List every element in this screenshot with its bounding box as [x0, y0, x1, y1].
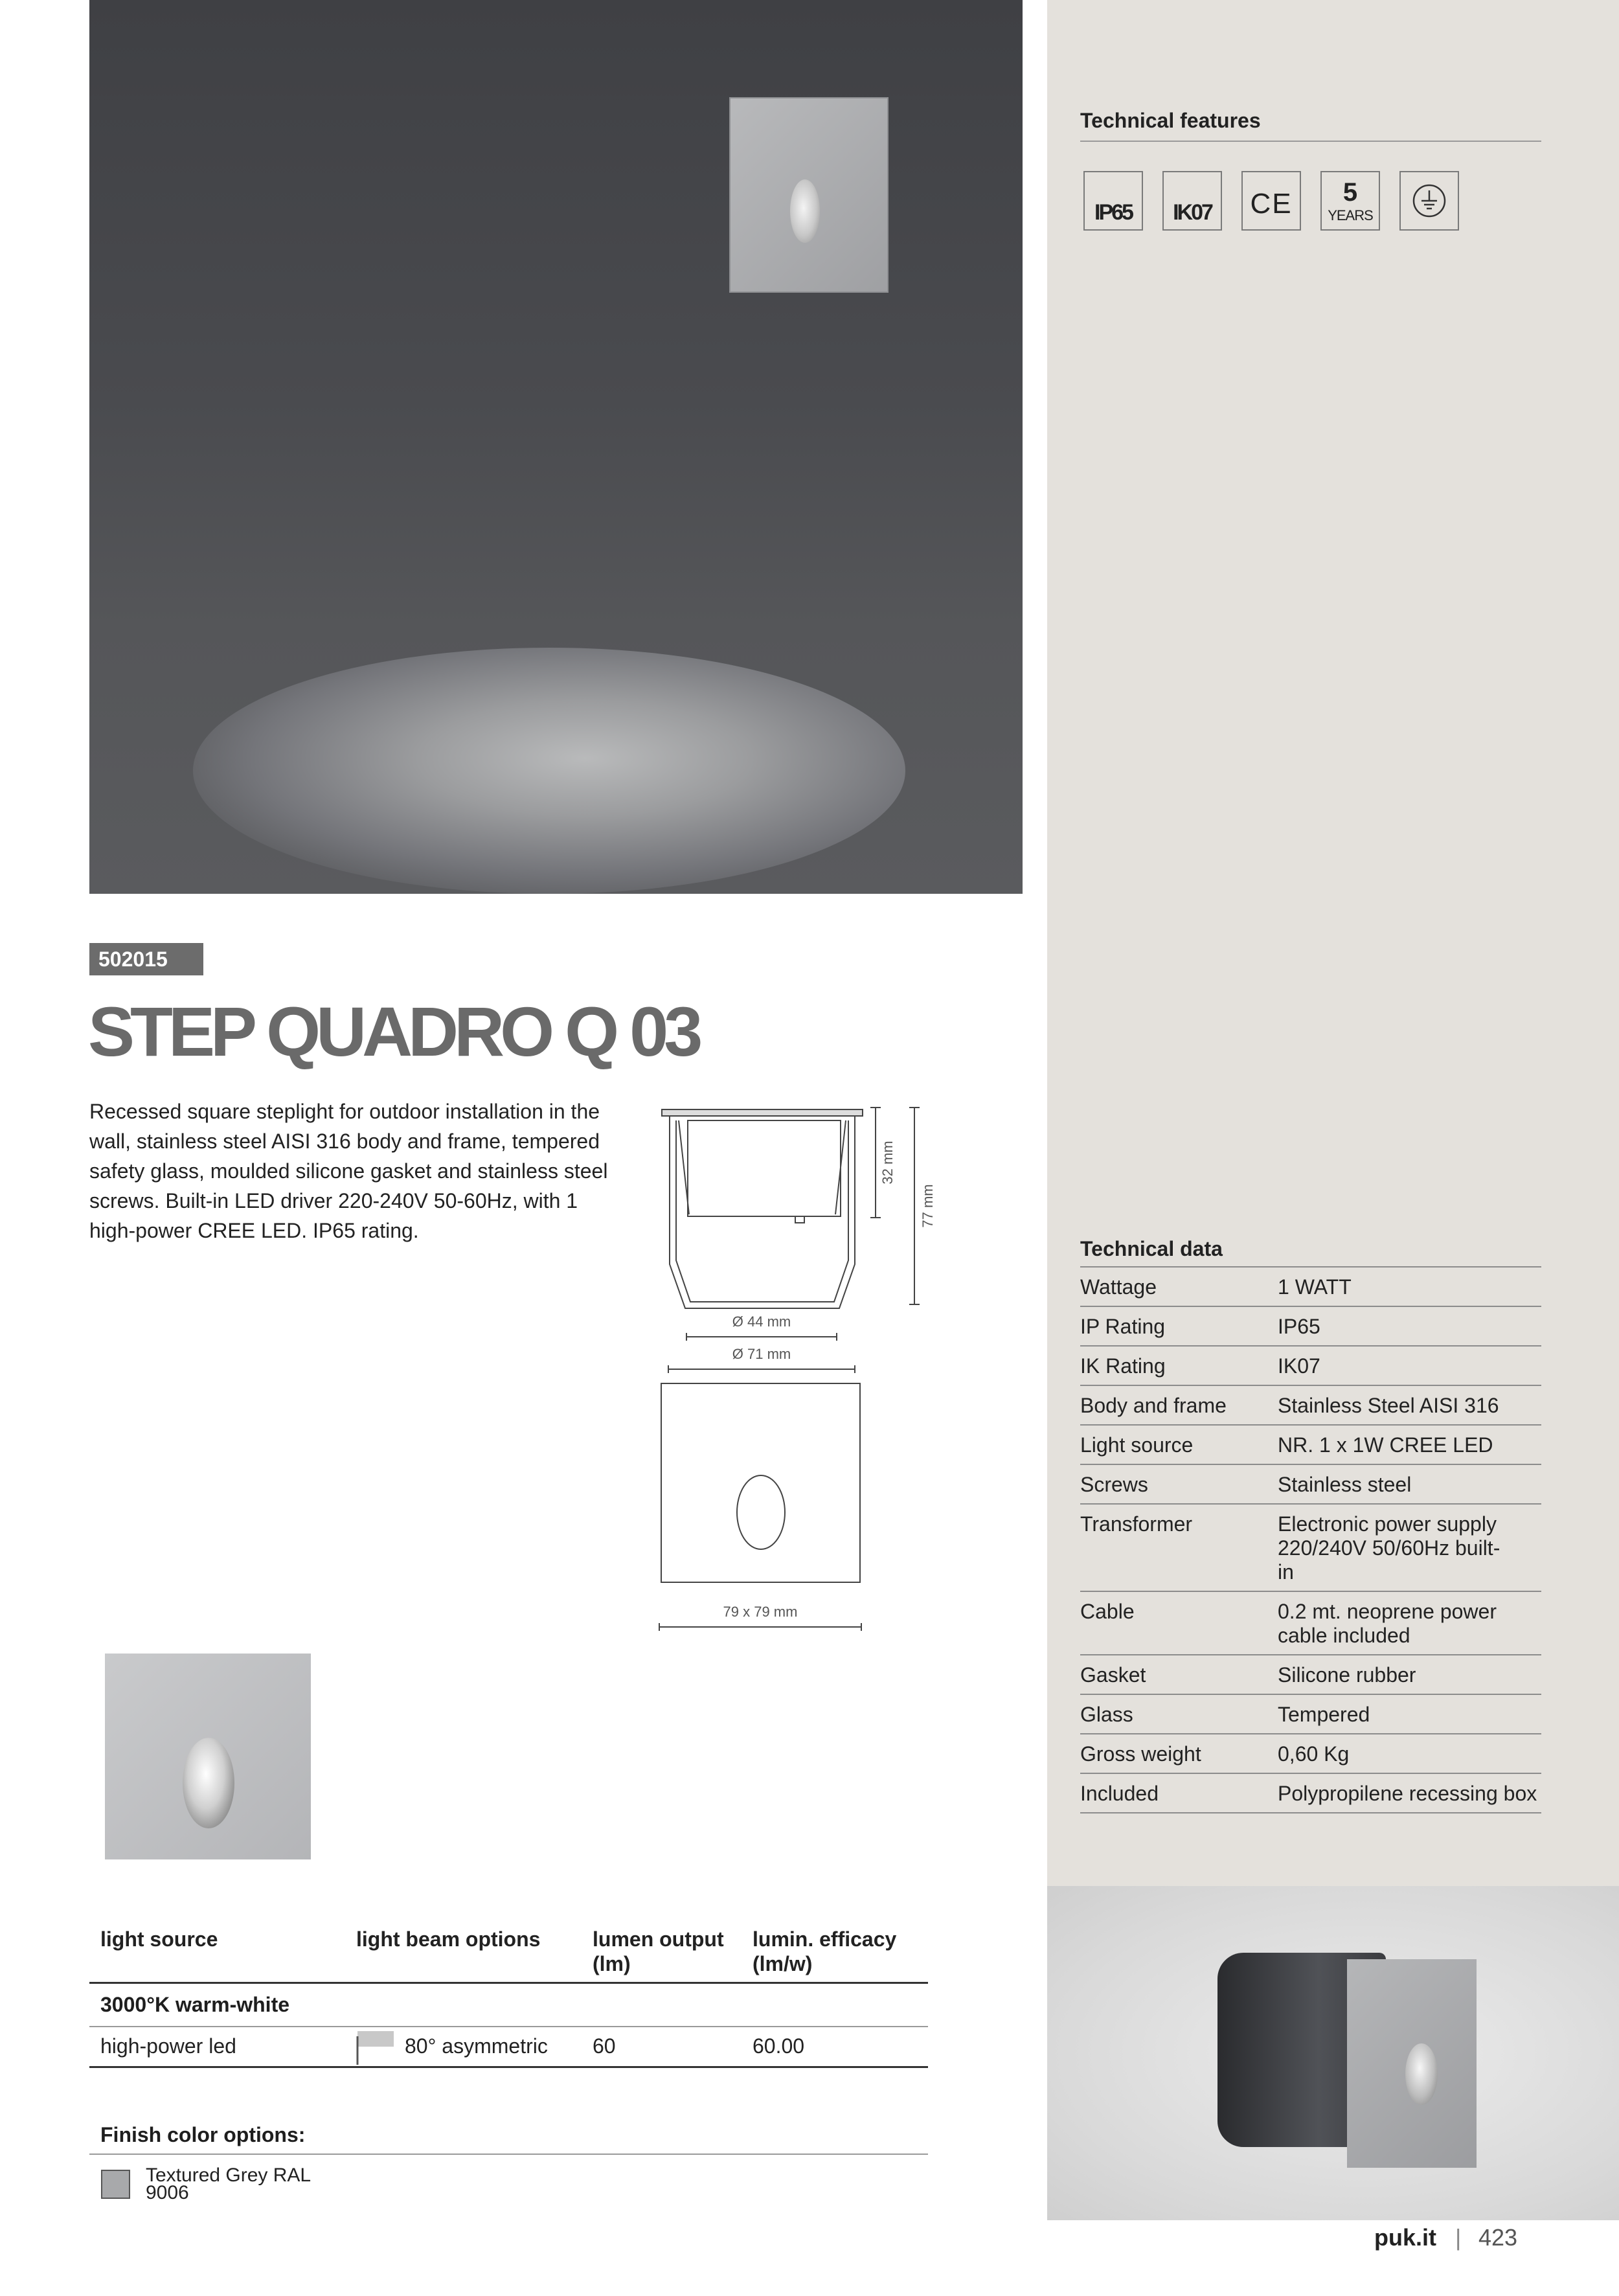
- divider: [89, 2026, 928, 2027]
- row-value: Polypropilene recessing box: [1278, 1773, 1541, 1813]
- product-front-photo: [105, 1654, 311, 1859]
- row-value: Electronic power supply 220/240V 50/60Hz built-in: [1278, 1504, 1541, 1591]
- beam-icon: [356, 2027, 396, 2066]
- hero-photo: [89, 0, 1023, 894]
- divider: [1080, 141, 1541, 142]
- header-efficacy: lumin. efficacy (lm/w): [753, 1927, 897, 1975]
- warranty-years: YEARS: [1328, 207, 1373, 223]
- warranty-number: 5: [1342, 178, 1358, 207]
- row-value: 0,60 Kg: [1278, 1734, 1541, 1773]
- product-title: STEP QUADRO Q 03: [88, 992, 699, 1071]
- row-lumen: 60: [593, 2034, 616, 2058]
- technical-data-table: [1080, 1266, 1541, 1813]
- technical-drawing: [648, 1095, 958, 1632]
- row-key: Light source: [1080, 1425, 1278, 1464]
- table-row: [1080, 1773, 1541, 1813]
- divider: [89, 1982, 928, 1984]
- table-row: [1080, 1306, 1541, 1346]
- dim-77mm: 77 mm: [920, 1184, 936, 1228]
- header-lumen: lumen output (lm): [593, 1927, 724, 1975]
- table-row: [1080, 1346, 1541, 1385]
- technical-data-heading: Technical data: [1080, 1237, 1223, 1260]
- row-value: IK07: [1278, 1346, 1541, 1385]
- ip65-label: IP65: [1094, 200, 1132, 225]
- finish-label: Textured Grey RAL 9006: [146, 2165, 310, 2203]
- divider: [89, 2066, 928, 2068]
- header-light-source: light source: [100, 1927, 218, 1951]
- row-value: 1 WATT: [1278, 1267, 1541, 1306]
- header-beam: light beam options: [356, 1927, 541, 1951]
- ce-label: CE: [1250, 188, 1293, 220]
- row-key: Wattage: [1080, 1267, 1278, 1306]
- row-key: Body and frame: [1080, 1385, 1278, 1425]
- row-key: Cable: [1080, 1591, 1278, 1655]
- row-beam: 80° asymmetric: [405, 2034, 548, 2058]
- row-value: IP65: [1278, 1306, 1541, 1346]
- dim-79x79mm: 79 x 79 mm: [723, 1604, 798, 1620]
- ik07-label: IK07: [1173, 200, 1212, 225]
- row-value: Stainless Steel AISI 316: [1278, 1385, 1541, 1425]
- color-temp-group: 3000°K warm-white: [100, 1993, 290, 2016]
- row-value: Silicone rubber: [1278, 1655, 1541, 1694]
- page-number: 423: [1478, 2224, 1518, 2251]
- ce-mark-icon: [1241, 171, 1301, 231]
- row-key: Gross weight: [1080, 1734, 1278, 1773]
- row-key: Gasket: [1080, 1655, 1278, 1694]
- finish-swatch: [101, 2170, 130, 2199]
- row-value: NR. 1 x 1W CREE LED: [1278, 1425, 1541, 1464]
- row-key: Transformer: [1080, 1504, 1278, 1591]
- product-plate-image: [1347, 1959, 1477, 2168]
- row-value: 0.2 mt. neoprene power cable included: [1278, 1591, 1541, 1655]
- fixture-image: [730, 98, 887, 291]
- row-light-source: high-power led: [100, 2034, 236, 2058]
- finish-heading: Finish color options:: [100, 2123, 306, 2146]
- table-row: [1080, 1655, 1541, 1694]
- dim-32mm: 32 mm: [879, 1141, 896, 1185]
- footer-site[interactable]: puk.it: [1374, 2224, 1436, 2251]
- row-value: Stainless steel: [1278, 1464, 1541, 1504]
- table-row: [1080, 1464, 1541, 1504]
- table-row: [1080, 1694, 1541, 1734]
- divider: [89, 2154, 928, 2155]
- table-row: [1080, 1267, 1541, 1306]
- row-key: IP Rating: [1080, 1306, 1278, 1346]
- ground-icon: [1399, 171, 1459, 231]
- row-key: IK Rating: [1080, 1346, 1278, 1385]
- ik07-icon: [1162, 171, 1222, 231]
- table-row: [1080, 1504, 1541, 1591]
- row-key: Glass: [1080, 1694, 1278, 1734]
- technical-features-heading: Technical features: [1080, 109, 1261, 132]
- row-key: Screws: [1080, 1464, 1278, 1504]
- row-value: Tempered: [1278, 1694, 1541, 1734]
- product-code-badge: 502015: [89, 943, 203, 975]
- footer-separator: |: [1455, 2224, 1462, 2251]
- table-row: [1080, 1425, 1541, 1464]
- table-row: [1080, 1734, 1541, 1773]
- ip65-icon: [1083, 171, 1143, 231]
- table-row: [1080, 1385, 1541, 1425]
- table-row: [1080, 1591, 1541, 1655]
- row-key: Included: [1080, 1773, 1278, 1813]
- dim-44mm: Ø 44 mm: [732, 1313, 791, 1330]
- product-description: Recessed square steplight for outdoor installation in the wall, stainless steel AISI 316 body and frame, tempered safety glass, moulded silicone gasket and stainless steel screws. Built-in LED driver 220-240V 50-60Hz, with 1 high-power CREE LED. IP65 rating.: [89, 1100, 608, 1242]
- warranty-icon: [1320, 171, 1380, 231]
- row-efficacy: 60.00: [753, 2034, 805, 2058]
- dim-71mm: Ø 71 mm: [732, 1346, 791, 1362]
